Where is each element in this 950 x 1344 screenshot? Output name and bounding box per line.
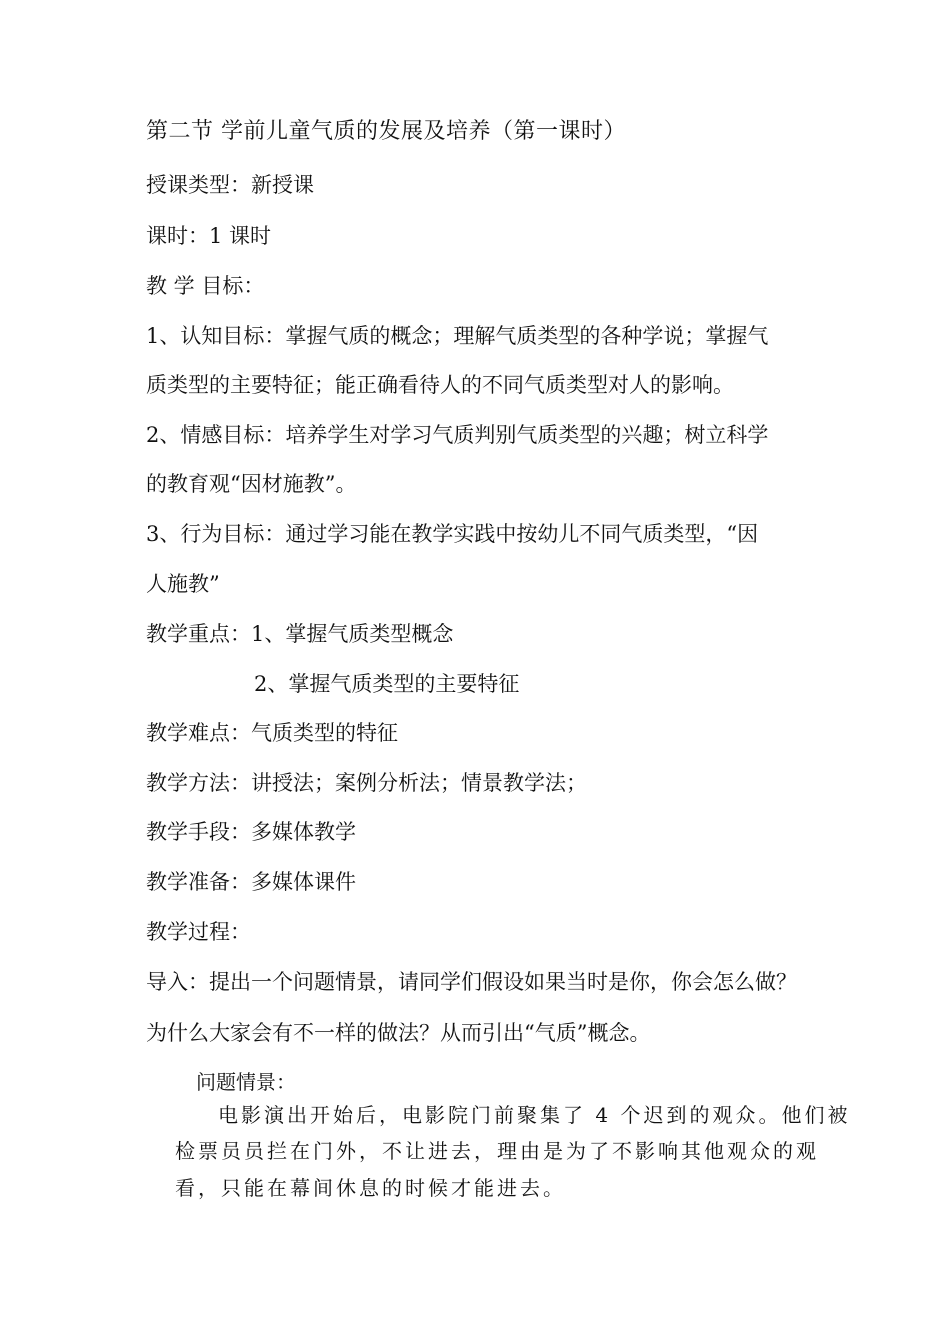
- teaching-process: 教学过程：: [146, 920, 251, 944]
- objective-behavior-line1: 3、行为目标：通过学习能在教学实践中按幼儿不同气质类型，“因: [146, 522, 759, 546]
- teaching-difficulty: 教学难点：气质类型的特征: [146, 721, 398, 745]
- objective-behavior-line2: 人施教”: [146, 572, 220, 596]
- objective-cognitive-line1: 1、认知目标：掌握气质的概念；理解气质类型的各种学说；掌握气: [146, 324, 769, 348]
- objective-cognitive-line2: 质类型的主要特征；能正确看待人的不同气质类型对人的影响。: [146, 373, 734, 397]
- scene-line2: 检票员员拦在门外，不让进去，理由是为了不影响其他观众的观: [175, 1139, 819, 1163]
- lesson-hours: 课时：1 课时: [146, 224, 272, 248]
- scene-line1: 电影演出开始后，电影院门前聚集了 4 个迟到的观众。他们被: [218, 1103, 851, 1127]
- teaching-methods: 教学方法：讲授法；案例分析法；情景教学法；: [146, 771, 587, 795]
- scene-heading: 问题情景：: [196, 1070, 296, 1094]
- teaching-preparation: 教学准备：多媒体课件: [146, 870, 356, 894]
- intro-line1: 导入：提出一个问题情景，请同学们假设如果当时是你，你会怎么做？: [146, 970, 797, 994]
- objective-emotional-line1: 2、情感目标：培养学生对学习气质判别气质类型的兴趣；树立科学: [146, 423, 769, 447]
- key-points-1: 教学重点：1、掌握气质类型概念: [146, 622, 454, 646]
- objective-emotional-line2: 的教育观“因材施教”。: [146, 472, 357, 496]
- key-points-2: 2、掌握气质类型的主要特征: [254, 672, 520, 696]
- scene-line3: 看，只能在幕间休息的时候才能进去。: [175, 1176, 566, 1200]
- lesson-title: 第二节 学前儿童气质的发展及培养（第一课时）: [146, 119, 626, 144]
- intro-line2: 为什么大家会有不一样的做法？从而引出“气质”概念。: [146, 1021, 651, 1045]
- objectives-heading: 教 学 目标：: [146, 274, 265, 298]
- teaching-means: 教学手段：多媒体教学: [146, 820, 356, 844]
- lesson-type: 授课类型：新授课: [146, 173, 314, 197]
